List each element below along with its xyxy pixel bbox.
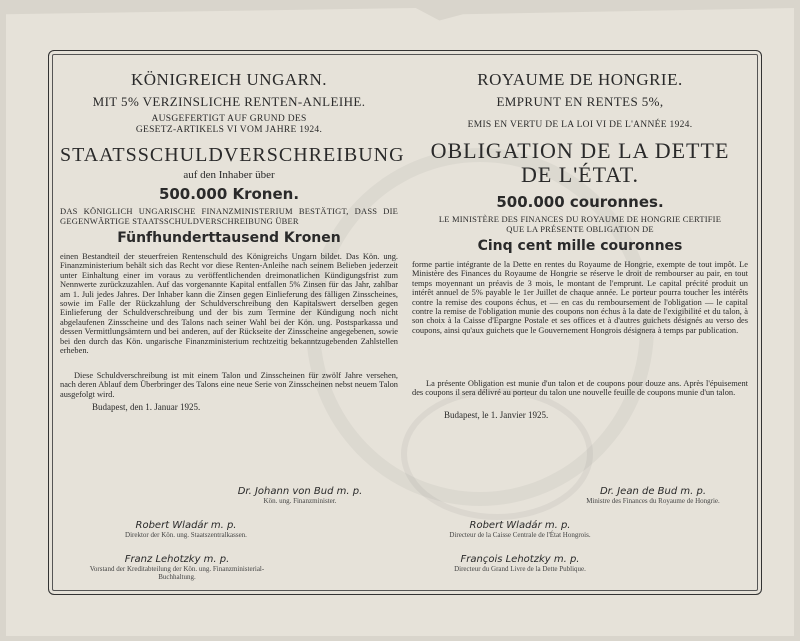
- french-signature-minister: [548, 486, 758, 505]
- signature-name: Robert Wladár m. p.: [135, 520, 237, 531]
- german-amount-words: Fünfhunderttausend Kronen: [117, 230, 341, 246]
- french-amount-words: Cinq cent mille couronnes: [477, 238, 683, 254]
- french-body: forme partie intégrante de la Dette en rentes du Royaume de Hongrie, exempte de tout impôt. Le Ministère des Finances du Royaume de Hongrie se réserve le droit de rembourser au pair, en tout temps moyennant un préavis de 3 mois, le montant de l'emprunt. Le capital précité produit un intérêt annuel de 5% payable le 1er Juillet de chaque année. Le porteur pourra toucher les intérêts contre la remise des coupons échus, et — en cas du remboursement de l'obligation — le capital contre la remise de l'obligation munie des coupons non échus à la date de l'exigibilité et du talon, à son choix à la Caisse d'Epargne Postale et ses offices et à d'autres guichets désignés au verso des coupons, ainsi qu'aux guichets que le Gouvernement Hongrois désignera à temps par publication.: [412, 260, 748, 335]
- signature-title: Directeur de la Caisse Centrale de l'État Hongrois.: [449, 531, 591, 539]
- french-column: [412, 70, 748, 420]
- signature-title: Directeur du Grand Livre de la Dette Publique.: [454, 565, 586, 573]
- signature-title: Direktor der Kön. ung. Staatszentralkassen.: [125, 531, 247, 539]
- signature-name: Dr. Johann von Bud m. p.: [237, 486, 363, 497]
- french-issued: EMIS EN VERTU DE LA LOI VI DE L'ANNÉE 1924.: [467, 120, 693, 130]
- signature-name: Dr. Jean de Bud m. p.: [599, 486, 707, 497]
- german-subtitle: MIT 5% VERZINSLICHE RENTEN-ANLEIHE.: [92, 94, 366, 109]
- german-issued: AUSGEFERTIGT AUF GRUND DES GESETZ-ARTIKELS VI VOM JAHRE 1924.: [135, 114, 323, 135]
- german-signature-minister: [200, 486, 400, 505]
- french-signature-head: [410, 554, 630, 573]
- french-doc-title-1: OBLIGATION DE LA DETTE: [430, 138, 730, 163]
- signature-name: François Lehotzky m. p.: [460, 554, 580, 565]
- french-confirm: LE MINISTÈRE DES FINANCES DU ROYAUME DE HONGRIE CERTIFIE QUE LA PRÉSENTE OBLIGATION DE: [438, 214, 722, 234]
- signature-title: Kön. ung. Finanzminister.: [263, 497, 337, 505]
- german-column: [60, 70, 405, 412]
- signature-name: Robert Wladár m. p.: [469, 520, 571, 531]
- french-date: Budapest, le 1. Janvier 1925.: [444, 410, 549, 420]
- german-signature-head: [72, 554, 282, 581]
- french-signature-director: [420, 520, 620, 539]
- german-title: KÖNIGREICH UNGARN.: [131, 70, 327, 89]
- german-date: Budapest, den 1. Januar 1925.: [92, 402, 201, 412]
- french-body-2: La présente Obligation est munie d'un talon et de coupons pour douze ans. Après l'épuisement des coupons il sera délivré au porteur du talon une nouvelle feuille de coupons munie d'un talon.: [412, 379, 748, 398]
- french-doc-title-2: DE L'ÉTAT.: [520, 162, 640, 187]
- german-confirm: DAS KÖNIGLICH UNGARISCHE FINANZMINISTERIUM BESTÄTIGT, DASS DIE GEGENWÄRTIGE STAATSSCHULDVERSCHREIBUNG ÜBER: [60, 206, 398, 226]
- german-amount: 500.000 Kronen.: [158, 185, 300, 203]
- signature-title: Vorstand der Kreditabteilung der Kön. ung. Finanzministerial-Buchhaltung.: [89, 565, 265, 581]
- german-bearer: auf den Inhaber über: [183, 169, 275, 181]
- signature-title: Ministre des Finances du Royaume de Hongrie.: [586, 497, 720, 505]
- german-body: einen Bestandteil der steuerfreien Rentenschuld des Königreichs Ungarn bildet. Das Kön. ung. Finanzministerium behält sich das Recht vor diese Renten-Anleihe nach seinem Belieben jederzeit unter Einhaltung einer im voraus zu veröffentlichenden dreimonatlichen Kündigungsfrist zum Nennwerte zurückzuzahlen. Auf das vorgenannte Kapital entfallen 5% Zinsen für das Jahr, zahlbar am 1. Juli jedes Jahres. Der Inhaber kann die Zinsen gegen Einlieferung des fälligen Zinsscheines, sowie im Falle der Rückzahlung der Schuldverschreibung den Kapitalswert derselben gegen Einlieferung der Schuldverschreibung und der bis zum Termine der Kündigung noch nicht abgelaufenen Zinsscheine und des Talons nach seiner Wahl bei der Kön. ung. Postsparkassa und dessen Vermittlungsämtern und bei anderen, auf der Rückseite der Zinsscheine angegebenen, sowie bei den durch das Kön. ungarische Finanzministerium rechtzeitig bekanntzugebenden Zahlstellen erheben.: [60, 252, 398, 356]
- german-signature-director: [86, 520, 286, 539]
- signature-name: Franz Lehotzky m. p.: [124, 554, 230, 565]
- german-doc-title: STAATSSCHULDVERSCHREIBUNG: [60, 144, 405, 166]
- french-title: ROYAUME DE HONGRIE.: [477, 70, 683, 89]
- german-body-2: Diese Schuldverschreibung ist mit einem Talon und Zinsscheinen für zwölf Jahre versehen, nach deren Ablauf dem Überbringer des Talons eine neue Serie von Zinsscheinen nebst neuem Talon ausgefolgt wird.: [60, 371, 398, 399]
- french-subtitle: EMPRUNT EN RENTES 5%,: [496, 94, 664, 109]
- french-amount: 500.000 couronnes.: [496, 193, 664, 211]
